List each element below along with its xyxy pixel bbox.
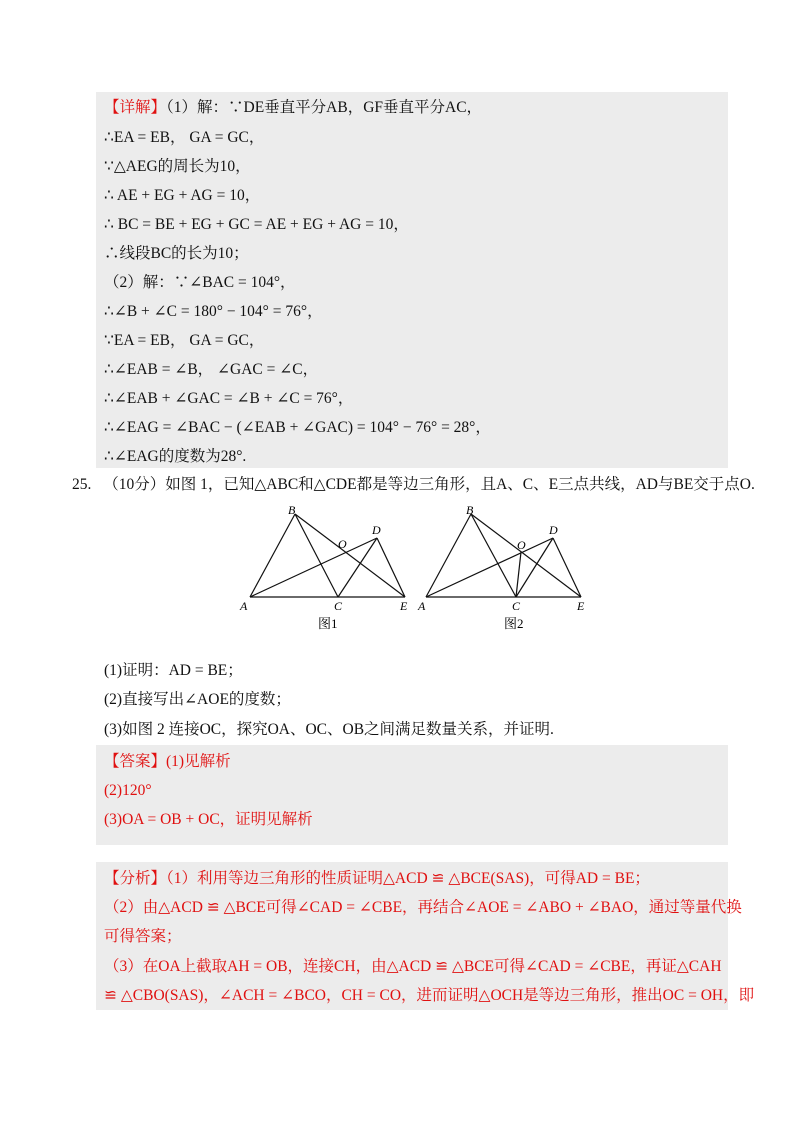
analysis-line-3: 可得答案； [104,928,182,945]
solution-line-1: 【详解】（1）解：∵DE垂直平分AB，GF垂直平分AC， [104,99,483,116]
question-part-1: (1)证明：AD = BE； [104,662,243,679]
answer-line-2: (2)120° [104,782,152,799]
solution-line-4: ∴ AE + EG + AG = 10， [104,187,261,204]
question-part-3: (3)如图 2 连接OC，探究OA、OC、OB之间满足数量关系，并证明. [104,721,554,738]
solution-line-10: ∴∠EAB = ∠B， ∠GAC = ∠C， [104,361,319,378]
analysis-tag: 【分析】 [104,870,167,887]
answer-line-3: (3)OA = OB + OC，证明见解析 [104,811,313,828]
question-line [72,475,755,495]
fig2-label-B: B [466,503,474,517]
solution-line-9: ∵EA = EB， GA = GC， [104,332,265,349]
question-text: （10分）如图 1，已知△ABC和△CDE都是等边三角形，且A、C、E三点共线，AD与BE交于点O. [103,476,755,493]
answer-line-1: 【答案】(1)见解析 [104,753,231,770]
question-part-2: (2)直接写出∠AOE的度数； [104,691,291,708]
analysis-line-5: ≌ △CBO(SAS)，∠ACH = ∠BCO，CH = CO，进而证明△OCH是等边三角形，推出OC = OH，即 [104,987,755,1004]
solution-line-13: ∴∠EAG的度数为28°. [104,448,247,465]
fig1-caption: 图1 [318,616,338,631]
question-number: 25. [72,476,92,493]
figure-2 [412,500,602,640]
fig1-label-D: D [372,523,381,537]
solution-line-8: ∴∠B + ∠C = 180° − 104° = 76°， [104,303,323,320]
fig1-label-B: B [288,503,296,517]
figure-1 [232,500,422,640]
fig2-label-E: E [577,599,585,613]
analysis-line-4: （3）在OA上截取AH = OB，连接CH，由△ACD ≌ △BCE可得∠CAD = ∠CBE，再证△CAH [104,958,722,975]
solution-tag: 【详解】 [104,99,167,116]
analysis-line-2: （2）由△ACD ≌ △BCE可得∠CAD = ∠CBE，再结合∠AOE = ∠ABO + ∠BAO，通过等量代换 [104,899,742,916]
fig1-label-E: E [400,599,408,613]
fig2-label-C: C [512,599,521,613]
solution-line-7: （2）解：∵∠BAC = 104°， [104,274,296,291]
solution-line-6: ∴线段BC的长为10； [104,245,249,262]
fig2-label-D: D [549,523,558,537]
solution-line-12: ∴∠EAG = ∠BAC − (∠EAB + ∠GAC) = 104° − 76° = 28°， [104,419,491,436]
fig1-label-O: O [338,537,347,551]
answer-tag: 【答案】 [104,753,167,770]
fig2-caption: 图2 [504,616,524,631]
fig1-label-A: A [240,599,248,613]
solution-line-2: ∴EA = EB， GA = GC， [104,129,265,146]
solution-line-11: ∴∠EAB + ∠GAC = ∠B + ∠C = 76°， [104,390,354,407]
fig2-label-A: A [418,599,426,613]
solution-line-3: ∵△AEG的周长为10， [104,158,251,175]
solution-line-5: ∴ BC = BE + EG + GC = AE + EG + AG = 10， [104,216,409,233]
fig1-label-C: C [334,599,343,613]
analysis-line-1: 【分析】（1）利用等边三角形的性质证明△ACD ≌ △BCE(SAS)，可得AD = BE； [104,870,650,887]
fig2-label-O: O [517,538,526,552]
